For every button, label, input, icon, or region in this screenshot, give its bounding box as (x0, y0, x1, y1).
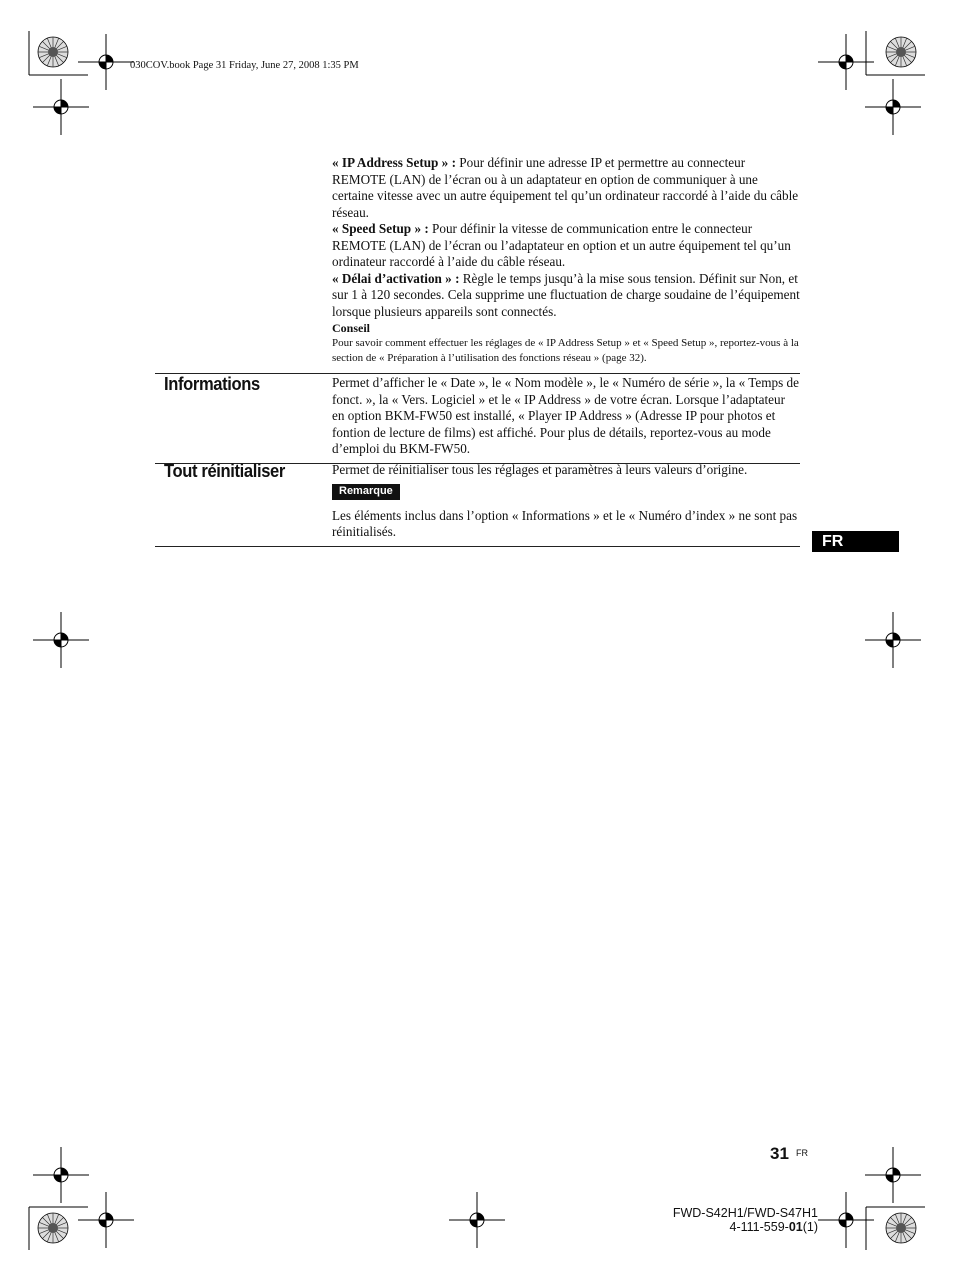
reset-body (332, 462, 800, 541)
page-number: 31 (770, 1144, 789, 1163)
part-number (670, 1220, 818, 1234)
informations-text: Permet d’afficher le « Date », le « Nom modèle », le « Numéro de série », la « Temps de fonct. », la « Vers. Logiciel » et le « IP Address » de votre écran. Lorsque l’adaptateur en option BKM-FW50 est installé, « Player IP Address » (Adresse IP pour photos et fontion de lecture de films) est affiché. Pour plus de détails, reportez-vous au mode d’emploi du BKM-FW50. (332, 375, 799, 456)
page-language: FR (796, 1148, 808, 1158)
speed-setup-label: « Speed Setup » : (332, 221, 429, 236)
part-number-suffix: (1) (802, 1220, 818, 1234)
reset-text: Permet de réinitialiser tous les réglages et paramètres à leurs valeurs d’origine. (332, 462, 748, 477)
informations-row (155, 373, 800, 464)
ip-address-setup-label: « IP Address Setup » : (332, 155, 456, 170)
note-badge: Remarque (332, 484, 400, 500)
informations-body (332, 375, 800, 458)
reset-row (155, 461, 800, 547)
model-info (670, 1206, 818, 1234)
network-settings-block (155, 155, 800, 372)
tip-title: Conseil (332, 321, 371, 335)
reset-row-content (155, 461, 800, 547)
reset-heading: Tout réinitialiser (164, 461, 285, 481)
tip-text: Pour savoir comment effectuer les réglages de « IP Address Setup » et « Speed Setup », reportez-vous à la section de « Préparation à l’utilisation des fonctions réseau » (page 32). (332, 337, 799, 364)
activation-delay-paragraph (332, 271, 800, 321)
activation-delay-text: Règle le temps jusqu’à la mise sous tension. Définit sur Non, et sur 1 à 120 secondes. Cela supprime une fluctuation de charge soudaine de l’équipement lorsque plusieurs appareils sont connectés. (332, 270, 800, 319)
book-header-line: 030COV.book Page 31 Friday, June 27, 2008 1:35 PM (130, 60, 359, 71)
part-number-bold: 01 (788, 1220, 803, 1234)
language-tab: FR (812, 531, 899, 552)
reset-note-text: Les éléments inclus dans l’option « Informations » et le « Numéro d’index » ne sont pas réinitialisés. (332, 507, 798, 539)
speed-setup-paragraph (332, 221, 800, 271)
ip-address-setup-text: Pour définir une adresse IP et permettre au connecteur REMOTE (LAN) de l’écran ou à un adaptateur en option de communiquer à une certaine vitesse avec un autre équipement tel qu’un ordinateur raccordé à l’aide du câble réseau. (332, 155, 799, 220)
network-settings-body (332, 155, 800, 372)
informations-heading: Informations (164, 374, 260, 394)
part-number-prefix: 4-111-559- (729, 1220, 789, 1234)
informations-row-content (155, 374, 800, 464)
model-line: FWD-S42H1/FWD-S47H1 (672, 1206, 818, 1220)
activation-delay-label: « Délai d’activation » : (332, 270, 460, 286)
speed-setup-text: Pour définir la vitesse de communication entre le connecteur REMOTE (LAN) de l’écran ou l’adaptateur en option et un autre équipement tel qu’un ordinateur raccordé à l’aide du câble réseau. (332, 221, 791, 269)
ip-address-setup-paragraph (332, 155, 800, 221)
